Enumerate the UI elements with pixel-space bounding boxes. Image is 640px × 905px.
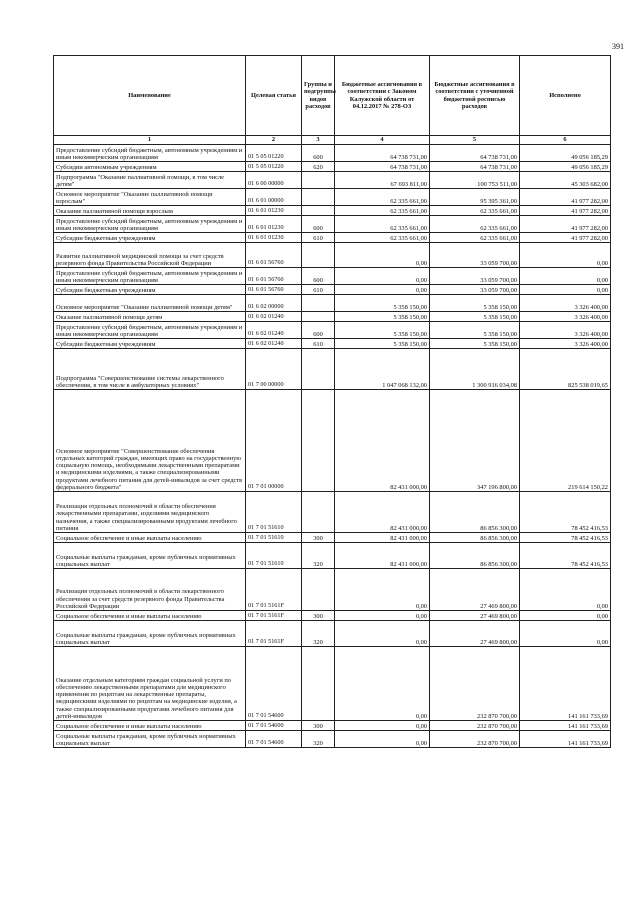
budget-table	[53, 55, 611, 748]
row-law-amount: 64 738 731,00	[335, 162, 430, 172]
row-law-amount: 62 335 661,00	[335, 233, 430, 243]
row-name: Реализация отдельных полномочий в области обеспечения лекарственными препаратами, изделиями медицинского назначения, а также специализированными продуктами лечебного питания	[54, 492, 246, 533]
row-expense-group	[302, 569, 335, 611]
row-roster-amount: 33 059 700,00	[430, 243, 520, 268]
row-target-article: 01 6 02 01240	[246, 312, 302, 322]
row-executed-amount: 0,00	[520, 611, 611, 621]
row-target-article: 01 6 01 01230	[246, 233, 302, 243]
table-row	[54, 268, 611, 285]
row-target-article: 01 6 02 01240	[246, 339, 302, 349]
header-expense-group: Группы и подгруппы видов расходов	[302, 56, 335, 136]
row-expense-group	[302, 189, 335, 206]
row-expense-group: 320	[302, 731, 335, 748]
row-expense-group: 610	[302, 285, 335, 295]
row-name: Социальное обеспечение и иные выплаты населению	[54, 721, 246, 731]
row-law-amount: 0,00	[335, 611, 430, 621]
table-row	[54, 533, 611, 543]
row-executed-amount: 41 977 282,00	[520, 216, 611, 233]
row-target-article: 01 7 01 5161F	[246, 621, 302, 647]
row-name: Предоставление субсидий бюджетным, автономным учреждениям и иным некоммерческим организациям	[54, 216, 246, 233]
row-expense-group	[302, 295, 335, 312]
table-row	[54, 233, 611, 243]
row-executed-amount: 3 326 400,00	[520, 312, 611, 322]
row-target-article: 01 7 01 54600	[246, 647, 302, 721]
row-law-amount: 0,00	[335, 647, 430, 721]
row-expense-group: 600	[302, 216, 335, 233]
table-body	[54, 145, 611, 748]
row-law-amount: 82 431 000,00	[335, 533, 430, 543]
column-number-row	[54, 136, 611, 145]
header-name: Наименование	[54, 56, 246, 136]
table-row	[54, 322, 611, 339]
row-expense-group	[302, 312, 335, 322]
row-target-article: 01 6 02 00000	[246, 295, 302, 312]
row-name: Реализация отдельных полномочий в области лекарственного обеспечения за счет средств резервного фонда Правительства Российской Федерации	[54, 569, 246, 611]
row-executed-amount: 141 161 733,69	[520, 721, 611, 731]
row-executed-amount: 3 326 400,00	[520, 322, 611, 339]
row-executed-amount: 78 452 416,53	[520, 543, 611, 569]
column-number: 5	[430, 136, 520, 145]
row-roster-amount: 347 196 800,00	[430, 390, 520, 492]
row-name: Предоставление субсидий бюджетным, автономным учреждениям и иным некоммерческим организациям	[54, 268, 246, 285]
row-expense-group: 600	[302, 145, 335, 162]
row-executed-amount: 0,00	[520, 621, 611, 647]
page-number: 391	[612, 42, 624, 51]
row-law-amount: 5 358 150,00	[335, 322, 430, 339]
row-target-article: 01 7 01 51610	[246, 533, 302, 543]
row-executed-amount: 825 538 019,65	[520, 349, 611, 390]
table-row	[54, 172, 611, 189]
header-roster-allocations: Бюджетные ассигнования в соответствии с уточненной бюджетной росписью расходов	[430, 56, 520, 136]
table-row	[54, 312, 611, 322]
row-law-amount: 67 693 811,00	[335, 172, 430, 189]
row-roster-amount: 27 469 800,00	[430, 569, 520, 611]
row-name: Основное мероприятие "Совершенствование обеспечения отдельных категорий граждан, имеющих право на государственную социальную помощь, необходимыми лекарственными препаратами и медицинскими изделиями, а также специализированными продуктами лечебного питания для детей-инвалидов за счет средств федерального бюджета"	[54, 390, 246, 492]
table-row	[54, 162, 611, 172]
row-name: Социальные выплаты гражданам, кроме публичных нормативных социальных выплат	[54, 543, 246, 569]
row-roster-amount: 64 738 731,00	[430, 162, 520, 172]
row-executed-amount: 3 326 400,00	[520, 295, 611, 312]
row-roster-amount: 86 856 300,00	[430, 543, 520, 569]
row-target-article: 01 6 01 00000	[246, 189, 302, 206]
row-target-article: 01 7 01 5161F	[246, 569, 302, 611]
row-law-amount: 62 335 661,00	[335, 189, 430, 206]
row-name: Развитие паллиативной медицинской помощи за счет средств резервного фонда Правительства Российской Федерации	[54, 243, 246, 268]
row-target-article: 01 5 05 01220	[246, 162, 302, 172]
row-name: Социальные выплаты гражданам, кроме публичных нормативных социальных выплат	[54, 621, 246, 647]
table-row	[54, 216, 611, 233]
column-number: 4	[335, 136, 430, 145]
header-executed: Исполнено	[520, 56, 611, 136]
header-row	[54, 56, 611, 136]
row-executed-amount: 141 161 733,69	[520, 647, 611, 721]
header-law-allocations: Бюджетные ассигнования в соответствии с Законом Калужской области от 04.12.2017 № 278-ОЗ	[335, 56, 430, 136]
row-target-article: 01 7 01 51610	[246, 543, 302, 569]
row-executed-amount: 41 977 282,00	[520, 189, 611, 206]
row-executed-amount: 78 452 416,53	[520, 492, 611, 533]
row-executed-amount: 49 056 185,29	[520, 162, 611, 172]
row-name: Социальное обеспечение и иные выплаты населению	[54, 533, 246, 543]
row-law-amount: 62 335 661,00	[335, 206, 430, 216]
table-row	[54, 295, 611, 312]
row-expense-group: 320	[302, 543, 335, 569]
row-roster-amount: 5 358 150,00	[430, 322, 520, 339]
row-law-amount: 0,00	[335, 285, 430, 295]
table-row	[54, 145, 611, 162]
row-name: Субсидии автономным учреждениям	[54, 162, 246, 172]
row-name: Оказание паллиативной помощи детям	[54, 312, 246, 322]
table-row	[54, 569, 611, 611]
table-row	[54, 349, 611, 390]
row-target-article: 01 6 02 01240	[246, 322, 302, 339]
row-executed-amount: 0,00	[520, 569, 611, 611]
row-name: Субсидии бюджетным учреждениям	[54, 233, 246, 243]
row-executed-amount: 0,00	[520, 243, 611, 268]
row-law-amount: 0,00	[335, 621, 430, 647]
row-expense-group	[302, 647, 335, 721]
row-name: Субсидии бюджетным учреждениям	[54, 285, 246, 295]
row-expense-group	[302, 206, 335, 216]
row-executed-amount: 141 161 733,69	[520, 731, 611, 748]
row-target-article: 01 6 01 56760	[246, 285, 302, 295]
table-row	[54, 492, 611, 533]
row-expense-group	[302, 349, 335, 390]
row-law-amount: 0,00	[335, 721, 430, 731]
row-roster-amount: 5 358 150,00	[430, 312, 520, 322]
row-executed-amount: 49 056 185,29	[520, 145, 611, 162]
row-target-article: 01 7 01 5161F	[246, 611, 302, 621]
table-row	[54, 731, 611, 748]
row-target-article: 01 6 01 56760	[246, 268, 302, 285]
row-law-amount: 1 047 068 132,00	[335, 349, 430, 390]
row-name: Оказание паллиативной помощи взрослым	[54, 206, 246, 216]
row-expense-group: 600	[302, 322, 335, 339]
column-number: 2	[246, 136, 302, 145]
row-expense-group: 320	[302, 621, 335, 647]
row-roster-amount: 86 856 300,00	[430, 492, 520, 533]
row-expense-group: 620	[302, 162, 335, 172]
row-target-article: 01 7 01 51610	[246, 492, 302, 533]
header-target-article: Целевая статья	[246, 56, 302, 136]
row-roster-amount: 1 300 916 034,08	[430, 349, 520, 390]
table-row	[54, 206, 611, 216]
row-law-amount: 62 335 661,00	[335, 216, 430, 233]
row-target-article: 01 7 01 54600	[246, 721, 302, 731]
table-row	[54, 390, 611, 492]
row-executed-amount: 0,00	[520, 268, 611, 285]
row-roster-amount: 5 358 150,00	[430, 295, 520, 312]
row-target-article: 01 5 05 01220	[246, 145, 302, 162]
row-name: Подпрограмма "Совершенствование системы лекарственного обеспечения, в том числе в амбулаторных условиях"	[54, 349, 246, 390]
column-number: 3	[302, 136, 335, 145]
row-target-article: 01 7 01 54600	[246, 731, 302, 748]
row-roster-amount: 100 753 511,00	[430, 172, 520, 189]
row-law-amount: 5 358 150,00	[335, 295, 430, 312]
row-expense-group	[302, 243, 335, 268]
table-row	[54, 621, 611, 647]
row-roster-amount: 5 358 150,00	[430, 339, 520, 349]
row-name: Основное мероприятие "Оказание паллиативной помощи детям"	[54, 295, 246, 312]
row-target-article: 01 7 01 00000	[246, 390, 302, 492]
row-expense-group: 300	[302, 611, 335, 621]
row-law-amount: 82 431 000,00	[335, 492, 430, 533]
row-roster-amount: 62 335 661,00	[430, 216, 520, 233]
row-law-amount: 0,00	[335, 268, 430, 285]
table-row	[54, 339, 611, 349]
row-expense-group: 300	[302, 533, 335, 543]
row-name: Социальное обеспечение и иные выплаты населению	[54, 611, 246, 621]
row-roster-amount: 232 870 700,00	[430, 721, 520, 731]
row-executed-amount: 41 977 282,00	[520, 233, 611, 243]
row-name: Социальные выплаты гражданам, кроме публичных нормативных социальных выплат	[54, 731, 246, 748]
row-executed-amount: 3 326 400,00	[520, 339, 611, 349]
column-number: 6	[520, 136, 611, 145]
row-roster-amount: 232 870 700,00	[430, 647, 520, 721]
row-roster-amount: 95 395 361,00	[430, 189, 520, 206]
row-roster-amount: 86 856 300,00	[430, 533, 520, 543]
row-target-article: 01 6 00 00000	[246, 172, 302, 189]
row-roster-amount: 64 738 731,00	[430, 145, 520, 162]
row-expense-group: 610	[302, 233, 335, 243]
table-row	[54, 611, 611, 621]
row-name: Основное мероприятие "Оказание паллиативной помощи взрослым"	[54, 189, 246, 206]
row-law-amount: 82 431 000,00	[335, 390, 430, 492]
row-expense-group: 610	[302, 339, 335, 349]
row-target-article: 01 6 01 56760	[246, 243, 302, 268]
row-roster-amount: 27 469 800,00	[430, 621, 520, 647]
row-law-amount: 64 738 731,00	[335, 145, 430, 162]
row-executed-amount: 45 303 682,00	[520, 172, 611, 189]
row-roster-amount: 27 469 800,00	[430, 611, 520, 621]
row-law-amount: 0,00	[335, 569, 430, 611]
row-expense-group: 300	[302, 721, 335, 731]
row-name: Предоставление субсидий бюджетным, автономным учреждениям и иным некоммерческим организациям	[54, 145, 246, 162]
row-roster-amount: 33 059 700,00	[430, 268, 520, 285]
table-row	[54, 189, 611, 206]
row-roster-amount: 33 059 700,00	[430, 285, 520, 295]
row-roster-amount: 62 335 661,00	[430, 233, 520, 243]
table-row	[54, 721, 611, 731]
table-row	[54, 647, 611, 721]
row-executed-amount: 78 452 416,53	[520, 533, 611, 543]
row-executed-amount: 219 614 150,22	[520, 390, 611, 492]
table-row	[54, 543, 611, 569]
row-roster-amount: 232 870 700,00	[430, 731, 520, 748]
row-law-amount: 82 431 000,00	[335, 543, 430, 569]
row-name: Оказание отдельным категориям граждан социальной услуги по обеспечению лекарственными препаратами для медицинского применения по рецептам на лекарственные препараты, медицинскими изделиями по рецептам на медицинские изделия, а также специализированными продуктами лечебного питания для детей-инвалидов	[54, 647, 246, 721]
row-target-article: 01 6 01 01230	[246, 216, 302, 233]
row-name: Подпрограмма "Оказание паллиативной помощи, в том числе детям"	[54, 172, 246, 189]
row-name: Субсидии бюджетным учреждениям	[54, 339, 246, 349]
row-executed-amount: 0,00	[520, 285, 611, 295]
table-row	[54, 285, 611, 295]
column-number: 1	[54, 136, 246, 145]
row-roster-amount: 62 335 661,00	[430, 206, 520, 216]
row-name: Предоставление субсидий бюджетным, автономным учреждениям и иным некоммерческим организациям	[54, 322, 246, 339]
row-law-amount: 0,00	[335, 731, 430, 748]
row-law-amount: 5 358 150,00	[335, 339, 430, 349]
row-law-amount: 5 358 150,00	[335, 312, 430, 322]
row-expense-group	[302, 492, 335, 533]
table-row	[54, 243, 611, 268]
row-target-article: 01 6 01 01230	[246, 206, 302, 216]
row-law-amount: 0,00	[335, 243, 430, 268]
row-expense-group	[302, 390, 335, 492]
row-target-article: 01 7 00 00000	[246, 349, 302, 390]
row-executed-amount: 41 977 282,00	[520, 206, 611, 216]
row-expense-group: 600	[302, 268, 335, 285]
row-expense-group	[302, 172, 335, 189]
